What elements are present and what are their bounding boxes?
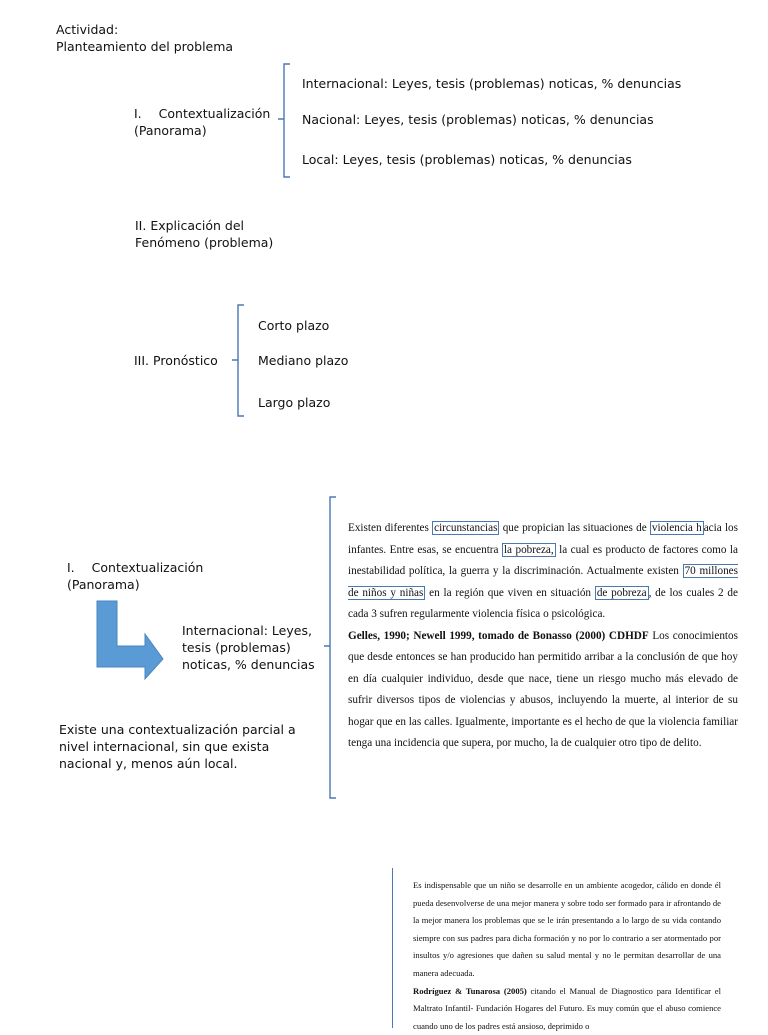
section1-number: I. (134, 106, 142, 121)
section1-item-local: Local: Leyes, tesis (problemas) noticas, % denuncias (302, 152, 632, 167)
analysis-label2: (Panorama) (67, 577, 140, 592)
analysis-note-line2: nivel internacional, sin que exista (59, 739, 270, 754)
analysis-note-line3: nacional y, menos aún local. (59, 756, 238, 771)
section3-item-mediano: Mediano plazo (258, 353, 349, 368)
excerpt1-paragraph (348, 518, 738, 755)
excerpt1-citation: Gelles, 1990; Newell 1999, tomado de Bonasso (2000) CDHDF (348, 629, 649, 642)
excerpt1-text: la cual es producto de factores como la inestabilidad política, la guerra y la discriminación. Actualmente existen (348, 543, 739, 577)
excerpt2-text: Es indispensable que un niño se desarrolle en un ambiente acogedor, cálido en donde él pueda desenvolverse de una mejor manera y sobre todo ser formado para ir afrontando de la mejor manera los problemas que se le irán presentando a lo largo de su vida contando siempre con sus padres para dicha formación y no por lo contrario a ser atormentado por insultos y/o agresiones que dañen su salud mental y no le permitan desarrollar de una manera adecuada. (413, 880, 721, 978)
analysis-note-line1: Existe una contextualización parcial a (59, 722, 296, 737)
highlight-de-pobreza: de pobreza (596, 586, 647, 599)
excerpt1-text: que propician las situaciones de (499, 522, 650, 534)
section1-label: Contextualización (158, 106, 271, 121)
excerpt1-brace (322, 496, 338, 800)
bent-arrow-icon (95, 601, 165, 684)
analysis-number: I. (67, 560, 75, 575)
section1-brace (275, 63, 293, 179)
analysis-note (59, 721, 296, 772)
excerpt1-text: en la región que viven en situación (425, 586, 595, 599)
analysis-target (182, 622, 315, 673)
section1-item-internacional: Internacional: Leyes, tesis (problemas) noticas, % denuncias (302, 76, 682, 91)
analysis-target-line2: tesis (problemas) (182, 640, 291, 655)
analysis-heading (67, 559, 203, 593)
highlight-70-millones: 70 millones de niños y niñas (348, 565, 738, 599)
section1-heading (134, 105, 270, 139)
section3-heading: III. Pronóstico (134, 353, 218, 368)
excerpt1-text: Existen diferentes (348, 522, 433, 534)
excerpt1-text: Los conocimientos que desde entonces se han producido han permitido arribar a la conclusión de que hoy en día cualquier individuo, desde que nace, tiene un riesgo mucho más elevado de sufrir diversos tipos de violencias y abusos, incluyendo la muerte, al interior de su hogar que en las calles. Igualmente, importante es el hecho de que la violencia familiar tenga una incidencia que supera, por mucho, la de cualquier otro tipo de delito. (348, 629, 738, 749)
page-title: Planteamiento del problema (56, 39, 234, 54)
section3-item-corto: Corto plazo (258, 318, 330, 333)
section3-brace (230, 304, 246, 418)
highlight-circunstancias: circunstancias (434, 522, 498, 534)
excerpt1-text: acia los infantes. Entre esas, se encuentra (348, 522, 738, 556)
section2-heading (135, 217, 273, 251)
excerpt2-text: citando el Manual de Diagnostico para Identificar el Maltrato Infantil- Fundación Hogares del Futuro. Es muy común que el abuso comience cuando uno de los padres está ansioso, deprimido o (413, 985, 721, 1031)
section1-label2: (Panorama) (134, 123, 207, 138)
section1-item-nacional: Nacional: Leyes, tesis (problemas) noticas, % denuncias (302, 112, 654, 127)
analysis-target-line1: Internacional: Leyes, (182, 623, 312, 638)
excerpt2-divider (392, 868, 393, 1028)
section2-line2: Fenómeno (problema) (135, 235, 274, 250)
section2-line1: II. Explicación del (135, 218, 245, 233)
activity-label: Actividad: (56, 22, 119, 37)
highlight-violencia: violencia h (651, 522, 702, 534)
excerpt2-citation: Rodríguez & Tunarosa (2005) (413, 985, 527, 996)
analysis-label: Contextualización (91, 560, 204, 575)
analysis-target-line3: noticas, % denuncias (182, 657, 315, 672)
excerpt1-text: , de los cuales 2 de cada 3 sufren regularmente violencia física o psicológica. (348, 586, 738, 620)
highlight-pobreza: la pobreza, (503, 543, 554, 556)
excerpt2-paragraph (413, 877, 721, 1031)
section3-item-largo: Largo plazo (258, 395, 331, 410)
